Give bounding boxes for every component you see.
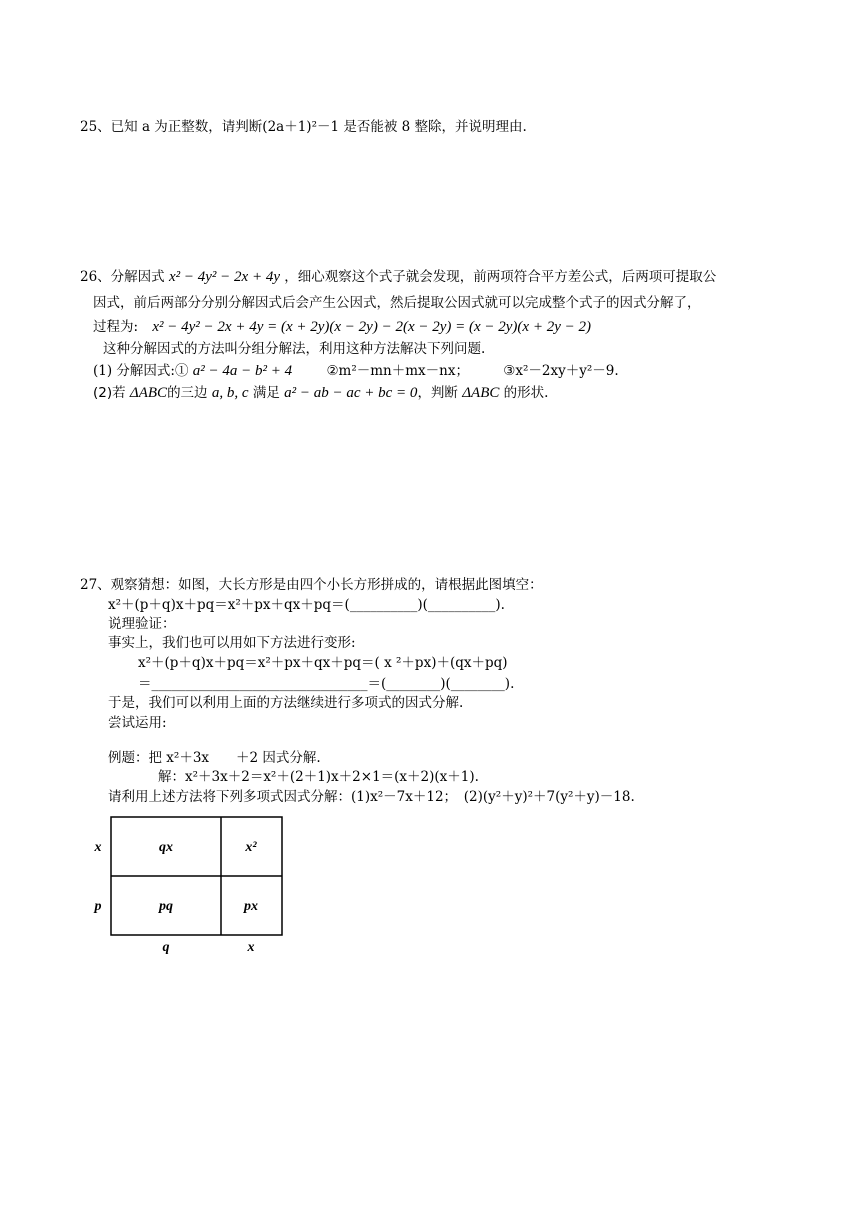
question-27-line-1 [80, 576, 543, 594]
q26-part2-prefix: (2)若 [93, 385, 126, 401]
question-27-line-4 [108, 634, 356, 652]
q26-condition: a² − ab − ac + bc = 0 [284, 385, 418, 401]
q27-verify-label: 说理验证： [108, 616, 176, 632]
q27-fill-in-1: x²＋(p＋q)x＋pq＝x²＋px＋qx＋pq＝(__________)(__________). [108, 597, 505, 613]
question-27-line-11 [108, 788, 635, 806]
q26-part2-mid3: ，判断 [417, 385, 458, 401]
question-27-line-3 [108, 615, 176, 633]
question-26-line-2 [93, 294, 701, 312]
question-27-line-10 [158, 768, 479, 786]
q26-triangle-1: ΔABC [129, 385, 168, 401]
cell-top-left: qx [159, 840, 173, 855]
row-label-top: x [94, 840, 102, 855]
q26-line2-text: 因式，前后两部分分别分解因式后会产生公因式，然后提取公因式就可以完成整个式子的因式分解了， [93, 295, 701, 311]
rectangle-figure [80, 808, 300, 958]
question-26-line-4 [103, 340, 485, 358]
q27-line1-text: 27、观察猜想：如图，大长方形是由四个小长方形拼成的，请根据此图填空： [80, 577, 543, 593]
question-27-line-2 [108, 596, 505, 614]
question-26-part-2 [93, 384, 548, 402]
question-27-line-6 [138, 675, 514, 693]
q26-part2-mid: 的三边 [167, 385, 208, 401]
question-27-line-7 [108, 694, 463, 712]
question-25-text: 25、已知 a 为正整数，请判断(2a＋1)²－1 是否能被 8 整除，并说明理由. [80, 119, 527, 135]
q27-solution: 解：x²＋3x＋2＝x²＋(2＋1)x＋2×1＝(x＋2)(x＋1). [158, 769, 479, 785]
q26-prefix: 26、分解因式 [80, 269, 165, 285]
q26-expression: x² − 4y² − 2x + 4y [168, 269, 280, 285]
q26-process-expression: x² − 4y² − 2x + 4y = (x + 2y)(x − 2y) − 2(x − 2y) = (x − 2y)(x + 2y − 2) [152, 319, 591, 335]
q27-exercise: 请利用上述方法将下列多项式因式分解：(1)x²－7x＋12； (2)(y²＋y)²＋7(y²＋y)－18. [108, 789, 635, 805]
col-label-right: x [247, 940, 255, 955]
q27-line7-text: 于是，我们可以利用上面的方法继续进行多项式的因式分解. [108, 695, 464, 711]
q27-try-label: 尝试运用: [108, 715, 167, 731]
q26-process-label: 过程为: [93, 319, 139, 335]
q26-triangle-2: ΔABC [462, 385, 500, 401]
question-26-line-1 [80, 268, 716, 286]
question-27-line-5 [138, 654, 508, 672]
q27-line4-text: 事实上，我们也可以用如下方法进行变形: [108, 635, 356, 651]
q27-transform: x²＋(p＋q)x＋pq＝x²＋px＋qx＋pq＝( x ²＋px)＋(qx＋pq) [138, 655, 508, 671]
question-26-line-3 [93, 318, 591, 336]
question-25 [80, 118, 527, 136]
q26-part1-expr-2: ②m²－mn＋mx－nx； [326, 363, 469, 379]
question-26-part-1 [93, 362, 619, 380]
q26-part1-prefix: (1) 分解因式:① [93, 363, 189, 379]
q27-fill-in-2: ＝________________________________＝(________)(________). [138, 676, 515, 692]
cell-bottom-right: px [244, 899, 258, 914]
q27-example: 例题：把 x²＋3x ＋2 因式分解. [108, 750, 321, 766]
q26-line1-rest: ，细心观察这个式子就会发现，前两项符合平方差公式，后两项可提取公 [284, 269, 717, 285]
cell-bottom-left: pq [159, 899, 173, 914]
row-label-bottom: p [94, 899, 102, 914]
question-27-line-8 [108, 714, 167, 732]
q26-part2-mid2: 满足 [252, 385, 280, 401]
q26-line4-text: 这种分解因式的方法叫分组分解法，利用这种方法解决下列问题. [103, 341, 486, 357]
q26-part1-expr-1: a² − 4a − b² + 4 [192, 363, 293, 379]
q26-part1-expr-3: ③x²－2xy＋y²－9. [503, 363, 619, 379]
q26-sides: a, b, c [211, 385, 249, 401]
col-label-left: q [162, 940, 170, 955]
q26-part2-end: 的形状. [503, 385, 549, 401]
question-27-line-9 [108, 749, 321, 767]
cell-top-right: x² [245, 840, 257, 855]
